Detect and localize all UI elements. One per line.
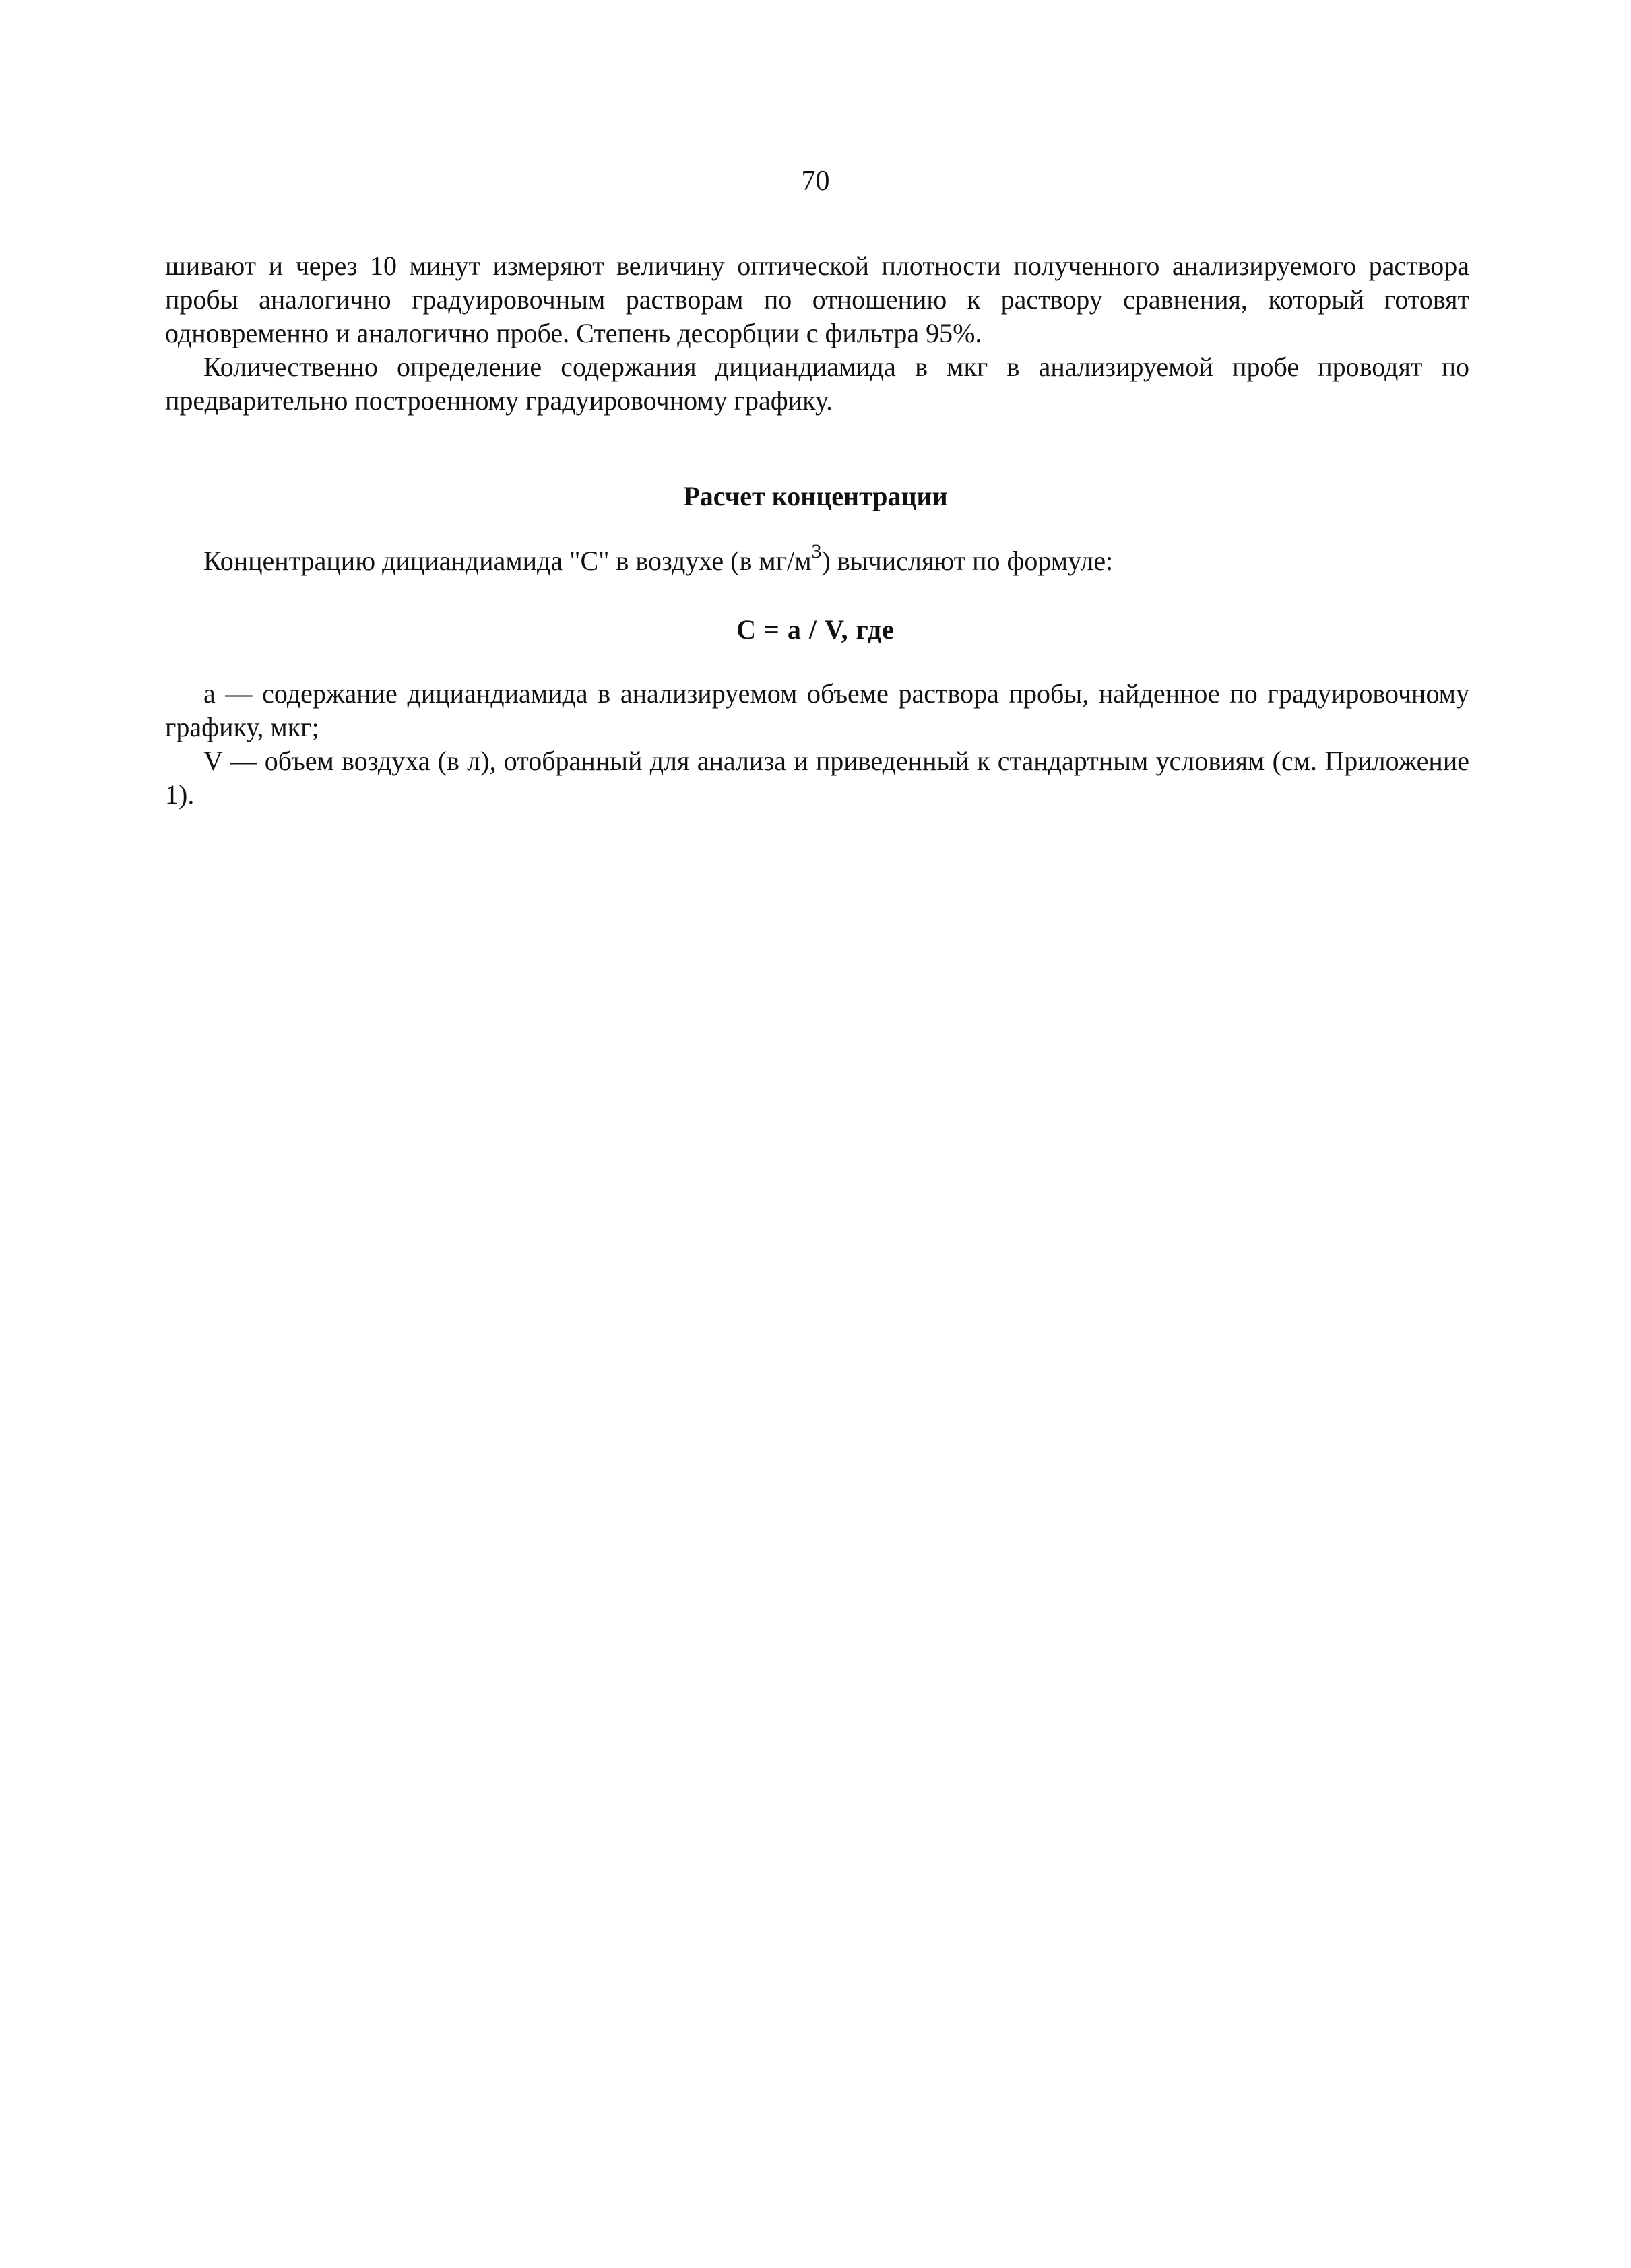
body-text [165,249,1469,418]
paragraph-continuation: шивают и через 10 минут измеряют величину оптической плотности полученного анализируемого раствора пробы аналогично градуировочным растворам по отношению к раствору сравнения, который готовят одновременно и аналогично пробе. Степень десорбции с фильтра 95%. [165,251,1469,348]
page-number: 70 [801,166,830,197]
section-heading: Расчет концентрации [683,481,948,511]
definition-a: а — содержание дициандиамида в анализируемом объеме раствора пробы, найденное по градуировочному графику, мкг; [165,678,1469,742]
formula-intro-superscript: 3 [811,540,822,562]
paragraph-quantitative: Количественно определение содержания дициандиамида в мкг в анализируемой пробе проводят по предварительно построенному градуировочному графику. [165,352,1469,416]
formula-intro [203,540,1114,578]
formula: С = а / V, где [736,614,895,645]
formula-intro-text: Концентрацию дициандиамида "С" в воздухе (в мг/м [203,546,812,576]
definitions [165,677,1469,812]
definition-v: V — объем воздуха (в л), отобранный для анализа и приведенный к стандартным условиям (см. Приложение 1). [165,746,1469,810]
formula-intro-tail: ) вычисляют по формуле: [821,546,1114,576]
